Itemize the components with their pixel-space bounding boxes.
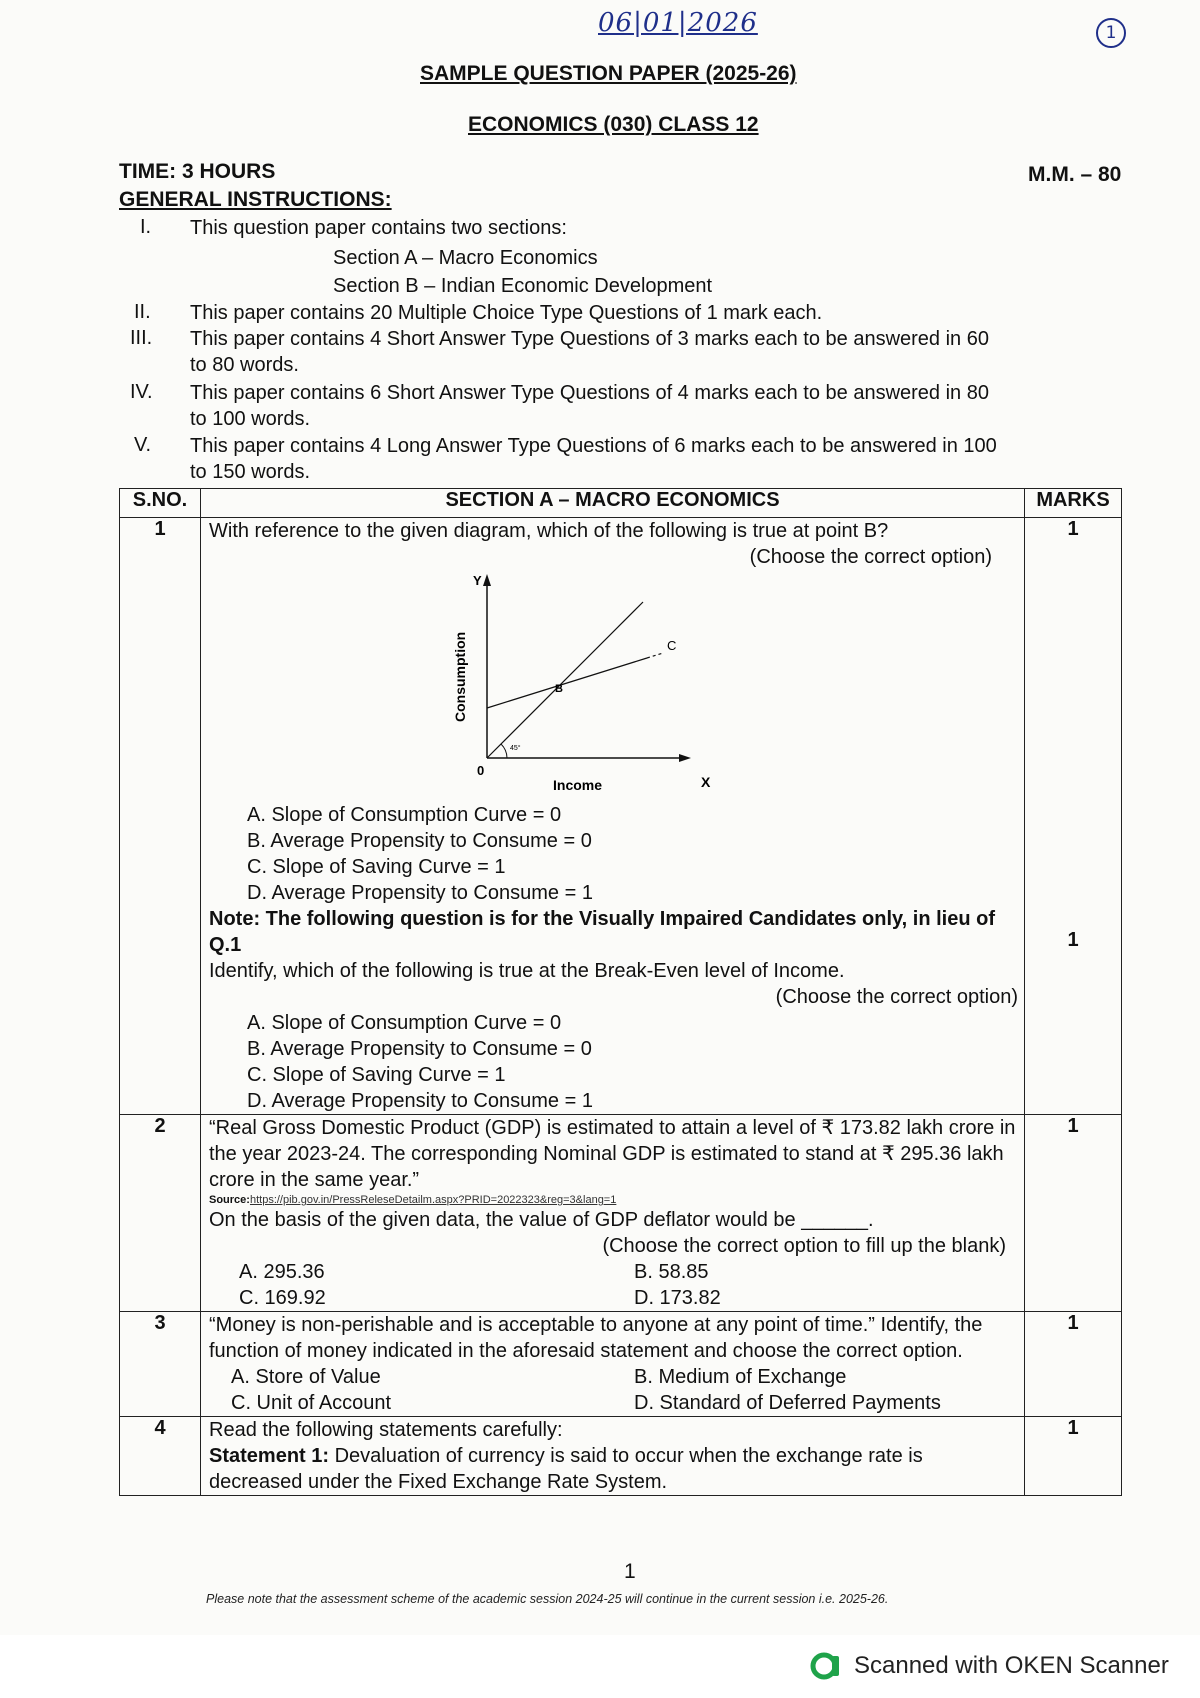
scanner-text: Scanned with OKEN Scanner xyxy=(854,1652,1169,1679)
origin-label: 0 xyxy=(477,763,485,778)
instruction-line: This question paper contains two sections: xyxy=(190,217,567,239)
time-label: TIME: 3 HOURS xyxy=(119,160,276,183)
q2-source-label: Source: xyxy=(209,1194,250,1206)
scanner-watermark xyxy=(810,1650,1169,1682)
q2-option: D. 173.82 xyxy=(634,1287,721,1309)
instruction-num: II. xyxy=(134,301,151,323)
instruction-line: This paper contains 6 Short Answer Type Questions of 4 marks each to be answered in 80 xyxy=(190,382,989,404)
table-header-row xyxy=(120,489,1122,518)
q3-text: “Money is non-perishable and is acceptable to anyone at any point of time.” Identify, the function of money indicated in the aforesaid statement and choose the correct option. xyxy=(209,1314,983,1362)
q2-options-row xyxy=(209,1285,1018,1311)
q1-diagram-wrap xyxy=(209,570,1018,802)
q3-options-row xyxy=(209,1390,1018,1416)
q2-instruction: (Choose the correct option to fill up the blank) xyxy=(602,1235,1006,1257)
x-axis-arrow xyxy=(679,754,691,762)
q2-text: “Real Gross Domestic Product (GDP) is estimated to attain a level of ₹ 173.82 lakh crore in the year 2023-24. The corresponding Nominal GDP is estimated to stand at ₹ 295.36 lakh crore in the same year.” xyxy=(209,1117,1016,1191)
instructions-heading: GENERAL INSTRUCTIONS: xyxy=(119,188,392,211)
q3-sno: 3 xyxy=(120,1312,201,1417)
instruction-num: IV. xyxy=(130,381,153,403)
q3-options-row xyxy=(209,1364,1018,1390)
table-row xyxy=(120,1115,1122,1312)
subject-title: ECONOMICS (030) CLASS 12 xyxy=(468,113,759,136)
page-number: 1 xyxy=(624,1560,636,1583)
vi-option: B. Average Propensity to Consume = 0 xyxy=(247,1038,592,1060)
handwritten-date: 06|01|2026 xyxy=(598,8,758,38)
instruction-line: Section B – Indian Economic Development xyxy=(333,275,713,297)
q2-content xyxy=(201,1115,1025,1312)
q1-text: With reference to the given diagram, which of the following is true at point B? xyxy=(209,520,889,542)
vi-option: A. Slope of Consumption Curve = 0 xyxy=(247,1012,562,1034)
q4-statement-text: Devaluation of currency is said to occur when the exchange rate is decreased under the Fixed Exchange Rate System. xyxy=(209,1445,923,1493)
q2-option: A. 295.36 xyxy=(239,1261,325,1283)
angle-label: 45° xyxy=(510,745,521,752)
vi-text: Identify, which of the following is true at the Break-Even level of Income. xyxy=(209,960,845,982)
45-degree-line xyxy=(487,602,643,758)
instruction-num: V. xyxy=(134,434,152,456)
footer-note: Please note that the assessment scheme of the academic session 2024-25 will continue in the current session i.e. 2025-26. xyxy=(206,1592,889,1606)
question-table xyxy=(119,488,1122,1496)
vi-instruction: (Choose the correct option) xyxy=(775,986,1018,1008)
q2-source xyxy=(209,1193,1018,1207)
col-section: SECTION A – MACRO ECONOMICS xyxy=(201,489,1025,518)
q4-sno: 4 xyxy=(120,1417,201,1496)
instruction-num: I. xyxy=(140,216,152,238)
q4-statement-label: Statement 1: xyxy=(209,1445,330,1467)
q2-marks: 1 xyxy=(1025,1115,1122,1312)
scanner-logo-icon xyxy=(810,1650,842,1682)
instruction-line: to 100 words. xyxy=(190,408,311,430)
vi-option: C. Slope of Saving Curve = 1 xyxy=(247,1064,506,1086)
q4-text: Read the following statements carefully: xyxy=(209,1419,563,1441)
q2-question: On the basis of the given data, the value of GDP deflator would be ______. xyxy=(209,1209,874,1231)
q3-option: A. Store of Value xyxy=(231,1366,381,1388)
col-marks: MARKS xyxy=(1025,489,1122,518)
q2-options-row xyxy=(209,1259,1018,1285)
q1-option: C. Slope of Saving Curve = 1 xyxy=(247,856,506,878)
q1-content xyxy=(201,518,1025,1115)
y-axis-arrow xyxy=(483,574,491,586)
q3-option: C. Unit of Account xyxy=(231,1392,392,1414)
x-label: X xyxy=(701,774,711,790)
q4-content xyxy=(201,1417,1025,1496)
q1-marks: 1 xyxy=(1067,518,1079,540)
q1-option: D. Average Propensity to Consume = 1 xyxy=(247,882,593,904)
point-b-label: B xyxy=(555,683,563,695)
consumption-curve-dash xyxy=(647,653,663,658)
q3-marks: 1 xyxy=(1025,1312,1122,1417)
q4-statement xyxy=(209,1443,1018,1495)
instruction-num: III. xyxy=(130,327,153,349)
instruction-line: Section A – Macro Economics xyxy=(333,247,598,269)
q2-option: C. 169.92 xyxy=(239,1287,326,1309)
page-circle-number: 1 xyxy=(1096,18,1126,48)
q2-sno: 2 xyxy=(120,1115,201,1312)
q1-option: A. Slope of Consumption Curve = 0 xyxy=(247,804,562,826)
consumption-diagram xyxy=(437,570,837,802)
q1-marks-cell xyxy=(1025,518,1122,1115)
q1-option: B. Average Propensity to Consume = 0 xyxy=(247,830,592,852)
q3-option: D. Standard of Deferred Payments xyxy=(634,1392,941,1414)
q2-option: B. 58.85 xyxy=(634,1261,709,1283)
y-label: Y xyxy=(473,573,482,588)
consumption-curve xyxy=(487,658,647,708)
vi-option: D. Average Propensity to Consume = 1 xyxy=(247,1090,593,1112)
vi-marks: 1 xyxy=(1067,929,1079,951)
instruction-line: This paper contains 4 Short Answer Type Questions of 3 marks each to be answered in 60 xyxy=(190,328,989,350)
instruction-line: This paper contains 20 Multiple Choice Type Questions of 1 mark each. xyxy=(190,302,823,324)
income-label: Income xyxy=(553,777,603,793)
q4-marks: 1 xyxy=(1025,1417,1122,1496)
angle-arc xyxy=(501,744,507,758)
q2-source-link[interactable]: https://pib.gov.in/PressReleseDetailm.aspx?PRID=2022323&reg=3&lang=1 xyxy=(249,1194,617,1206)
max-marks-label: M.M. – 80 xyxy=(1028,163,1122,186)
q3-content xyxy=(201,1312,1025,1417)
table-row xyxy=(120,1417,1122,1496)
consumption-label: Consumption xyxy=(452,631,468,722)
vi-note: Note: The following question is for the Visually Impaired Candidates only, in lieu of Q.1 xyxy=(209,908,996,956)
instruction-line: to 150 words. xyxy=(190,461,311,483)
instruction-line: This paper contains 4 Long Answer Type Questions of 6 marks each to be answered in 100 xyxy=(190,435,997,457)
instruction-line: to 80 words. xyxy=(190,354,299,376)
paper-title: SAMPLE QUESTION PAPER (2025-26) xyxy=(420,62,797,85)
table-row xyxy=(120,518,1122,1115)
q3-option: B. Medium of Exchange xyxy=(634,1366,847,1388)
curve-c-label: C xyxy=(667,638,677,653)
q1-instruction: (Choose the correct option) xyxy=(749,546,992,568)
col-sno: S.NO. xyxy=(120,489,201,518)
table-row xyxy=(120,1312,1122,1417)
q1-sno: 1 xyxy=(120,518,201,1115)
